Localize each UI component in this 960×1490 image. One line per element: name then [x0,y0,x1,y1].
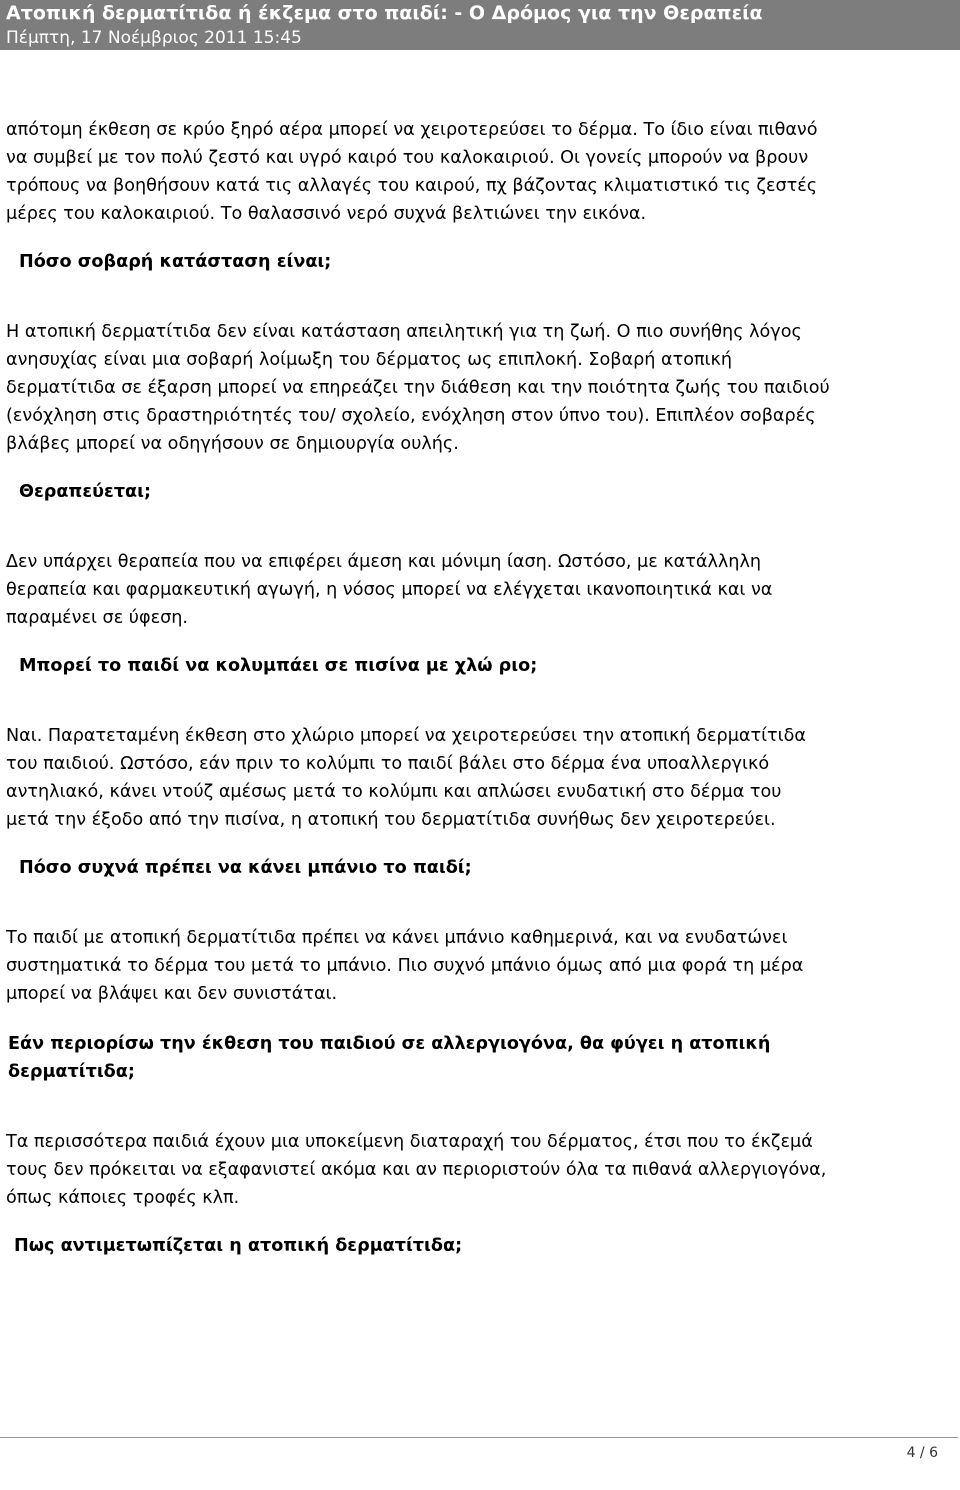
heading-line: δερματίτιδα; [8,1062,135,1082]
text-line: Τα περισσότερα παιδιά έχουν μια υποκείμενη διαταραχή του δέρματος, έτσι που το έκζεμά [6,1132,813,1152]
heading-cure: Θεραπεύεται; [19,482,152,502]
allergens-paragraph [6,1128,958,1212]
text-line: παραμένει σε ύφεση. [6,608,188,628]
text-line: βλάβες μπορεί να οδηγήσουν σε δημιουργία ουλής. [6,434,459,454]
page-header [0,0,960,50]
document-date: Πέμπτη, 17 Νοέμβριος 2011 15:45 [0,26,960,50]
intro-paragraph [6,116,958,228]
heading-bath: Πόσο συχνά πρέπει να κάνει μπάνιο το παιδί; [19,858,472,878]
footer-divider [0,1437,958,1438]
text-line: όπως κάποιες τροφές κλπ. [6,1188,240,1208]
text-line: συστηματικά το δέρμα του μετά το μπάνιο. Πιο συχνό μπάνιο όμως από μια φορά τη μέρα [6,956,804,976]
heading-line: Εάν περιορίσω την έκθεση του παιδιού σε αλλεργιογόνα, θα φύγει η ατοπική [8,1034,771,1054]
bath-paragraph [6,924,958,1008]
heading-treatment: Πως αντιμετωπίζεται η ατοπική δερματίτιδα; [14,1236,463,1256]
text-line: τους δεν πρόκειται να εξαφανιστεί ακόμα και αν περιοριστούν όλα τα πιθανά αλλεργιογόνα, [6,1160,827,1180]
text-line: μετά την έξοδο από την πισίνα, η ατοπική του δερματίτιδα συνήθως δεν χειροτερεύει. [6,810,776,830]
text-line: μέρες του καλοκαιριού. Το θαλασσινό νερό συχνά βελτιώνει την εικόνα. [6,204,647,224]
pool-paragraph [6,722,958,834]
severity-paragraph [6,318,958,458]
text-line: δερματίτιδα σε έξαρση μπορεί να επηρεάζει την διάθεση και την ποιότητα ζωής του παιδιού [6,378,830,398]
text-line: τρόπους να βοηθήσουν κατά τις αλλαγές του καιρού, πχ βάζοντας κλιματιστικό τις ζεστές [6,176,818,196]
text-line: του παιδιού. Ωστόσο, εάν πριν το κολύμπι το παιδί βάλει στο δέρμα ένα υποαλλεργικό [6,754,770,774]
text-line: ανησυχίας είναι μια σοβαρή λοίμωξη του δέρματος ως επιπλοκή. Σοβαρή ατοπική [6,350,733,370]
text-line: απότομη έκθεση σε κρύο ξηρό αέρα μπορεί να χειροτερεύσει το δέρμα. Το ίδιο είναι πιθανό [6,120,818,140]
page-number: 4 / 6 [906,1445,938,1461]
heading-pool: Μπορεί το παιδί να κολυμπάει σε πισίνα με χλώ ριο; [19,656,538,676]
text-line: Δεν υπάρχει θεραπεία που να επιφέρει άμεση και μόνιμη ίαση. Ωστόσο, με κατάλληλη [6,552,762,572]
text-line: (ενόχληση στις δραστηριότητές του/ σχολείο, ενόχληση στον ύπνο του). Επιπλέον σοβαρές [6,406,816,426]
text-line: μπορεί να βλάψει και δεν συνιστάται. [6,984,338,1004]
heading-severity: Πόσο σοβαρή κατάσταση είναι; [19,252,332,272]
cure-paragraph [6,548,958,632]
text-line: Ναι. Παρατεταμένη έκθεση στο χλώριο μπορεί να χειροτερεύσει την ατοπική δερματίτιδα [6,726,806,746]
heading-allergens [6,1030,958,1086]
article-body [0,116,958,1260]
text-line: Το παιδί με ατοπική δερματίτιδα πρέπει να κάνει μπάνιο καθημερινά, και να ενυδατώνει [6,928,788,948]
document-title: Ατοπική δερματίτιδα ή έκζεμα στο παιδί: - Ο Δρόμος για την Θεραπεία [0,0,960,26]
text-line: αντηλιακό, κάνει ντούζ αμέσως μετά το κολύμπι και απλώσει ενυδατική στο δέρμα του [6,782,782,802]
text-line: θεραπεία και φαρμακευτική αγωγή, η νόσος μπορεί να ελέγχεται ικανοποιητικά και να [6,580,773,600]
text-line: να συμβεί με τον πολύ ζεστό και υγρό καιρό του καλοκαιριού. Οι γονείς μπορούν να βρουν [6,148,809,168]
text-line: Η ατοπική δερματίτιδα δεν είναι κατάσταση απειλητική για τη ζωή. Ο πιο συνήθης λόγος [6,322,802,342]
